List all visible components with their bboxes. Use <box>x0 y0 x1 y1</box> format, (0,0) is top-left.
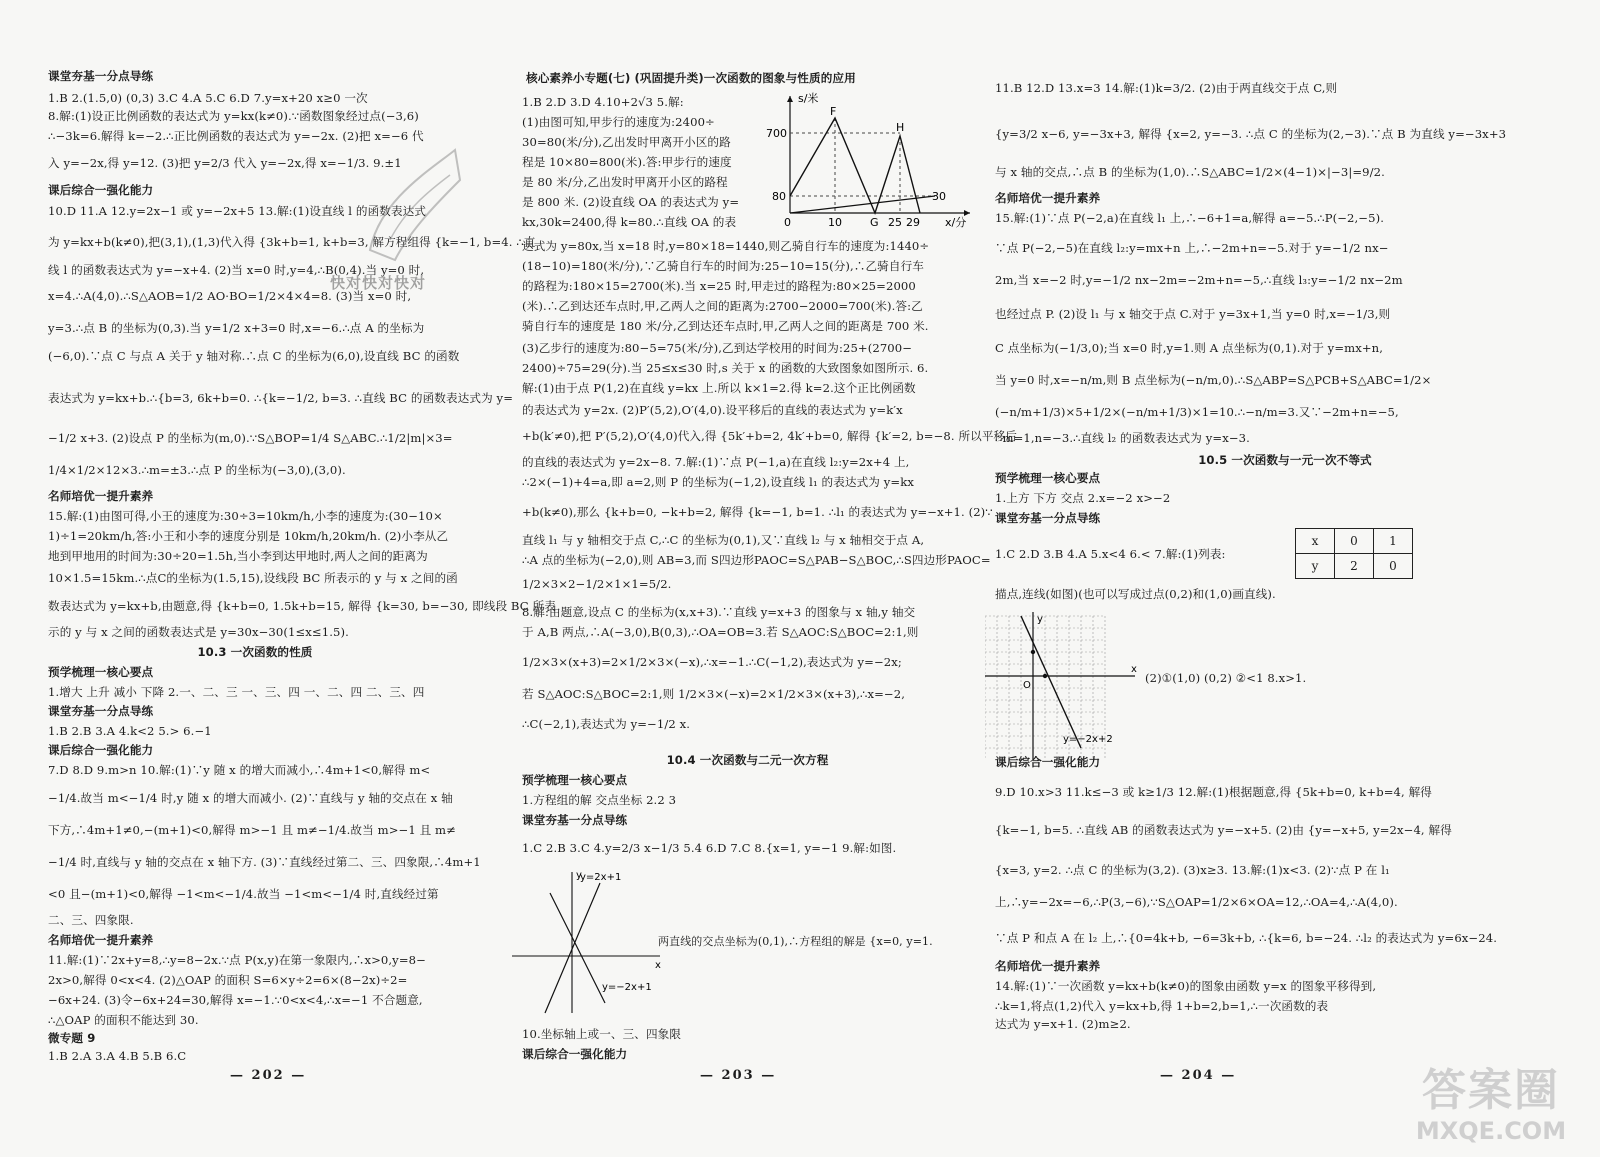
page-203 <box>510 0 1017 1157</box>
answer-line: ∴A 点的坐标为(−2,0),则 AB=3,而 S四边形PAOC=S△PAB−S△BOC,∴S四边形PAOC= <box>522 553 991 567</box>
tick-label: 30 <box>932 190 946 203</box>
answer-line: (1)由图可知,甲步行的速度为:2400÷ <box>522 115 715 129</box>
axis-label: x <box>1131 664 1137 675</box>
tick-label: 10 <box>828 216 842 228</box>
table-cell: 1 <box>1374 529 1413 554</box>
axis-label: y <box>576 870 582 881</box>
answer-line: −1/4 时,直线与 y 轴的交点在 x 轴下方. (3)∵直线经过第二、三、四象限,∴4m+1 <box>48 855 481 869</box>
section-heading: 课堂夯基一分点导练 <box>48 69 154 83</box>
answer-line: (18−10)=180(米/分),∵乙骑自行车的时间为:25−10=15(分),∴乙骑自行车 <box>522 259 924 273</box>
answer-line: 骑自行车的速度是 180 米/分,乙到达还车点时,甲,乙两人之间的距离是 700 米. <box>522 319 929 333</box>
answer-line: 入 y=−2x,得 y=12. (3)把 y=2/3 代入 y=−2x,得 x=−1/3. 9.±1 <box>48 156 402 170</box>
page-202 <box>0 0 556 1157</box>
line-y-neg2x-plus-1 <box>550 893 605 1003</box>
section-heading: 课堂夯基一分点导练 <box>522 813 628 827</box>
line-label: y=2x+1 <box>580 872 622 883</box>
answer-line: ∴2×(−1)+4=a,即 a=2,则 P 的坐标为(−1,2),设直线 l₁ 的表达式为 y=kx <box>522 475 914 489</box>
answer-line: 描点,连线(如图)(也可以写成过点(0,2)和(1,0)画直线). <box>995 587 1276 601</box>
answer-line: 与 x 轴的交点,∴点 B 的坐标为(1,0).∴S△ABC=1/2×(4−1)×|−3|=9/2. <box>995 165 1385 179</box>
answer-line: 上,∴y=−2x=−6,∴P(3,−6),∵S△OAP=1/2×6×OA=12,∴OA=4,∴A(4,0). <box>995 895 1398 909</box>
answer-line: <0 且−(m+1)<0,解得 −1<m<−1/4.故当 −1<m<−1/4 时,直线经过第 <box>48 887 439 901</box>
answer-line: 1.B 2.(1.5,0) (0,3) 3.C 4.A 5.C 6.D 7.y=x+20 x≥0 一次 <box>48 91 368 105</box>
watermark-url: MXQE.COM <box>1415 1117 1567 1145</box>
answer-line: 直线 l₁ 与 y 轴相交于点 C,∴C 的坐标为(0,1),又∵直线 l₂ 与 x 轴相交于点 A, <box>522 533 925 547</box>
tick-label: 0 <box>784 216 791 228</box>
answer-line: (−6,0).∵点 C 与点 A 关于 y 轴对称.∴点 C 的坐标为(6,0),设直线 BC 的函数 <box>48 349 460 363</box>
s-axis-label: s/米 <box>798 92 819 105</box>
answer-line: ∵点 P(−2,−5)在直线 l₂:y=mx+n 上,∴−2m+n=−5.对于 y=−1/2 nx− <box>995 241 1389 255</box>
section-heading: 名师培优一提升素养 <box>48 933 154 947</box>
answer-line: 程是 10×80=800(米).答:甲步行的速度 <box>522 155 732 169</box>
section-heading: 课后综合一强化能力 <box>48 743 154 757</box>
point-label: F <box>830 105 837 118</box>
answer-line: 10.D 11.A 12.y=2x−1 或 y=−2x+5 13.解:(1)设直线 l 的函数表达式 <box>48 204 427 218</box>
answer-line: ∴m=1,n=−3.∴直线 l₂ 的函数表达式为 y=x−3. <box>995 431 1250 445</box>
answer-line: 下方,∴4m+1≠0,−(m+1)<0,解得 m>−1 且 m≠−1/4.故当 m>−1 且 m≠ <box>48 823 456 837</box>
answer-line: 10×1.5=15km.∴点C的坐标为(1.5,15),设线段 BC 所表示的 y 与 x 之间的函 <box>48 571 458 585</box>
answer-line: 14.解:(1)∵一次函数 y=kx+b(k≠0)的图象由函数 y=x 的图象平移得到, <box>995 979 1377 993</box>
answer-line: ∴△OAP 的面积不能达到 30. <box>48 1013 199 1027</box>
answer-line: y=3.∴点 B 的坐标为(0,3).当 y=1/2 x+3=0 时,x=−6.∴点 A 的坐标为 <box>48 321 425 335</box>
answer-line: 9.D 10.x>3 11.k≤−3 或 k≥1/3 12.解:(1)根据题意,得 {5k+b=0, k+b=4, 解得 <box>995 785 1432 799</box>
section-title: 10.5 一次函数与一元一次不等式 <box>1198 453 1372 467</box>
answer-line: 线 l 的函数表达式为 y=−x+4. (2)当 x=0 时,y=4,∴B(0,4).当 y=0 时, <box>48 263 425 277</box>
answer-line: 达式为 y=80x,当 x=18 时,y=80×18=1440,则乙骑自行车的速度为:1440÷ <box>522 239 930 253</box>
answer-line: 11.B 12.D 13.x=3 14.解:(1)k=3/2. (2)由于两直线交于点 C,则 <box>995 81 1338 95</box>
answer-line: 2m,当 x=−2 时,y=−1/2 nx−2m=−2m+n=−5,∴直线 l₃:y=−1/2 nx−2m <box>995 273 1403 287</box>
answer-line: (2)①(1,0) (0,2) ②<1 8.x>1. <box>1145 671 1307 685</box>
table-cell: 2 <box>1335 554 1374 579</box>
answer-line: {x=3, y=2. ∴点 C 的坐标为(3,2). (3)x≥3. 13.解:(1)x<3. (2)∵点 P 在 l₁ <box>995 863 1390 877</box>
grid-graph <box>985 612 1145 762</box>
section-heading: 课后综合一强化能力 <box>48 183 154 197</box>
answer-line: 1.方程组的解 交点坐标 2.2 3 <box>522 793 677 807</box>
answer-line: x=4.∴A(4,0).∴S△AOB=1/2 AO·BO=1/2×4×4=8. (3)当 x=0 时, <box>48 289 412 303</box>
tick-label: G <box>870 216 879 228</box>
answer-line: 地到甲地用的时间为:30÷20=1.5h,当小李到达甲地时,两人之间的距离为 <box>48 549 428 563</box>
table-cell: y <box>1296 554 1335 579</box>
answer-line: 1.增大 上升 减小 下降 2.一、二、三 一、三、四 一、二、四 二、三、四 <box>48 685 425 699</box>
answer-line: 15.解:(1)∵点 P(−2,a)在直线 l₁ 上,∴−6+1=a,解得 a=−5.∴P(−2,−5). <box>995 211 1384 225</box>
section-title: 10.4 一次函数与二元一次方程 <box>666 753 829 767</box>
answer-line: 为 y=kx+b(k≠0),把(3,1),(1,3)代入得 {3k+b=1, k+b=3, 解方程组得 {k=−1, b=4. ∴直 <box>48 235 536 249</box>
answer-line: 示的 y 与 x 之间的函数表达式是 y=30x−30(1≤x≤1.5). <box>48 625 349 639</box>
answer-line: −1/4.故当 m<−1/4 时,y 随 x 的增大而减小. (2)∵直线与 y 轴的交点在 x 轴 <box>48 791 453 805</box>
answer-line: {y=3/2 x−6, y=−3x+3, 解得 {x=2, y=−3. ∴点 C 的坐标为(2,−3).∵点 B 为直线 y=−3x+3 <box>995 127 1507 141</box>
table-cell: 0 <box>1374 554 1413 579</box>
answer-line: (米).∴乙到达还车点时,甲,乙两人之间的距离为:2700−2000=700(米).答:乙 <box>522 299 923 313</box>
answer-line: 10.坐标轴上或一、三、四象限 <box>522 1027 682 1041</box>
answer-line: 的直线的表达式为 y=2x−8. 7.解:(1)∵点 P(−1,a)在直线 l₂:y=2x+4 上, <box>522 455 910 469</box>
answer-line: −1/2 x+3. (2)设点 P 的坐标为(m,0).∵S△BOP=1/4 S△ABC.∴1/2|m|×3= <box>48 431 453 445</box>
section-heading: 名师培优一提升素养 <box>995 959 1101 973</box>
tick-label: 25 <box>888 216 902 228</box>
line-label: y=−2x+1 <box>602 982 652 993</box>
table-cell: 0 <box>1335 529 1374 554</box>
section-heading: 微专题 9 <box>48 1031 96 1045</box>
answer-line: 于 A,B 两点,∴A(−3,0),B(0,3),∴OA=OB=3.若 S△AOC:S△BOC=2:1,则 <box>522 625 919 639</box>
answer-line: 1.上方 下方 交点 2.x=−2 x>−2 <box>995 491 1171 505</box>
axis-label: y <box>1037 614 1043 625</box>
section-heading: 课后综合一强化能力 <box>522 1047 628 1061</box>
section-heading: 课后综合一强化能力 <box>995 755 1101 769</box>
stamp-text: 快对快对快对 <box>330 274 427 292</box>
value-table <box>1295 528 1413 579</box>
section-heading: 课堂夯基一分点导练 <box>48 704 154 718</box>
point-label: H <box>896 121 905 134</box>
answer-line: 30=80(米/分),乙出发时甲离开小区的路 <box>522 135 731 149</box>
answer-line: C 点坐标为(−1/3,0);当 x=0 时,y=1.则 A 点坐标为(0,1).对于 y=mx+n, <box>995 341 1384 355</box>
two-lines-graph <box>510 868 670 1018</box>
answer-line: 11.解:(1)∵2x+y=8,∴y=8−2x.∵点 P(x,y)在第一象限内,∴x>0,y=8− <box>48 953 426 967</box>
answer-line: 2400)÷75=29(分).当 25≤x≤30 时,s 关于 x 的函数的大致图象如图所示. 6. <box>522 361 929 375</box>
answer-line: 达式为 y=x+1. (2)m≥2. <box>995 1017 1131 1031</box>
answer-line: 表达式为 y=kx+b.∴{b=3, 6k+b=0. ∴{k=−1/2, b=3. ∴直线 BC 的函数表达式为 y= <box>48 391 514 405</box>
answer-line: 1.B 2.A 3.A 4.B 5.B 6.C <box>48 1049 187 1063</box>
page-number: — 204 — <box>1160 1068 1237 1083</box>
distance-time-graph <box>760 88 980 228</box>
answer-line: ∴k=1,将点(1,2)代入 y=kx+b,得 1+b=2,b=1,∴一次函数的表 <box>995 999 1329 1013</box>
point-marker <box>1043 674 1047 678</box>
answer-line: 的路程为:180×15=2700(米).当 x=25 时,甲走过的路程为:80×25=2000 <box>522 279 916 293</box>
answer-line: 2x>0,解得 0<x<4. (2)△OAP 的面积 S=6×y÷2=6×(8−2x)÷2= <box>48 973 408 987</box>
answer-line: 8.解:(1)设正比例函数的表达式为 y=kx(k≠0).∵函数图象经过点(−3,6) <box>48 109 419 123</box>
answer-line: 1/2×3×(x+3)=2×1/2×3×(−x),∴x=−1.∴C(−1,2),表达式为 y=−2x; <box>522 655 902 669</box>
answer-line: 1/4×1/2×12×3.∴m=±3.∴点 P 的坐标为(−3,0),(3,0). <box>48 463 346 477</box>
answer-line: (−n/m+1/3)×5+1/2×(−n/m+1/3)×1=10.∴−n/m=3.又∵−2m+n=−5, <box>995 405 1399 419</box>
answer-line: 二、三、四象限. <box>48 913 134 927</box>
watermark-logo: 答案圈 <box>1422 1065 1560 1116</box>
section-heading: 名师培优一提升素养 <box>48 489 154 503</box>
answer-line: 8.解:由题意,设点 C 的坐标为(x,x+3).∵直线 y=x+3 的图象与 x 轴,y 轴交 <box>522 605 916 619</box>
page-204 <box>985 0 1600 1157</box>
table-row <box>1296 554 1413 579</box>
answer-line: 15.解:(1)由图可得,小王的速度为:30÷3=10km/h,小李的速度为:(30−10× <box>48 509 443 523</box>
answer-line: 是 800 米. (2)设直线 OA 的表达式为 y= <box>522 195 740 209</box>
section-heading: 名师培优一提升素养 <box>995 191 1101 205</box>
answer-line: 解:(1)由于点 P(1,2)在直线 y=kx 上.所以 k×1=2.得 k=2.这个正比例函数 <box>522 381 916 395</box>
page-number: — 203 — <box>700 1068 777 1083</box>
answer-line: 1/2×3×2−1/2×1×1=5/2. <box>522 577 672 591</box>
answer-line: 的表达式为 y=2x. (2)P′(5,2),O′(4,0).设平移后的直线的表达式为 y=k′x <box>522 403 903 417</box>
stamp-ribbon-icon <box>350 140 470 270</box>
line-label: y=−2x+2 <box>1063 734 1113 745</box>
answer-line: 1.C 2.D 3.B 4.A 5.x<4 6.< 7.解:(1)列表: <box>995 547 1226 561</box>
section-title: 10.3 一次函数的性质 <box>197 645 313 659</box>
answer-line: 1.B 2.B 3.A 4.k<2 5.> 6.−1 <box>48 724 212 738</box>
answer-line: kx,30k=2400,得 k=80.∴直线 OA 的表 <box>522 215 737 229</box>
table-cell: x <box>1296 529 1335 554</box>
tick-label: 80 <box>772 190 786 203</box>
answer-line: 1.C 2.B 3.C 4.y=2/3 x−1/3 5.4 6.D 7.C 8.{x=1, y=−1 9.解:如图. <box>522 841 897 855</box>
y-axis-arrow-icon <box>787 96 793 102</box>
answer-line: 当 y=0 时,x=−n/m,则 B 点坐标为(−n/m,0).∴S△ABP=S△PCB+S△ABC=1/2× <box>995 373 1432 387</box>
answer-line: +b(k≠0),那么 {k+b=0, −k+b=2, 解得 {k=−1, b=1. ∴l₁ 的表达式为 y=−x+1. (2)∵ <box>522 505 993 519</box>
answer-line: ∵点 P 和点 A 在 l₂ 上,∴{0=4k+b, −6=3k+b, ∴{k=6, b=−24. ∴l₂ 的表达式为 y=6x−24. <box>995 931 1497 945</box>
x-axis-label: x/分 <box>945 216 967 228</box>
section-heading: 核心素养小专题(七) (巩固提升类)一次函数的图象与性质的应用 <box>526 71 856 85</box>
watermark <box>1396 1065 1586 1151</box>
answer-line: 若 S△AOC:S△BOC=2:1,则 1/2×3×(−x)=2×1/2×3×(x+3),∴x=−2, <box>522 687 905 701</box>
answer-line: +b(k′≠0),把 P′(5,2),O′(4,0)代入,得 {5k′+b=2, 4k′+b=0, 解得 {k′=2, b=−8. 所以平移后 <box>522 429 1017 443</box>
section-heading: 预学梳理一核心要点 <box>48 665 154 679</box>
section-heading: 预学梳理一核心要点 <box>995 471 1101 485</box>
tick-label: 700 <box>766 127 787 140</box>
section-heading: 课堂夯基一分点导练 <box>995 511 1101 525</box>
section-heading: 预学梳理一核心要点 <box>522 773 628 787</box>
graph-note: 两直线的交点坐标为(0,1),∴方程组的解是 {x=0, y=1. <box>658 935 933 948</box>
axis-label: x <box>655 960 661 971</box>
answer-line: 1)÷1=20km/h,答:小王和小李的速度分别是 10km/h,20km/h. (2)小李从乙 <box>48 529 449 543</box>
answer-line: 数表达式为 y=kx+b,由题意,得 {k+b=0, 1.5k+b=15, 解得 {k=30, b=−30, 即线段 BC 所表 <box>48 599 556 613</box>
answer-line: (3)乙步行的速度为:80−5=75(米/分),乙到达学校用的时间为:25+(2700− <box>522 341 913 355</box>
answer-line: {k=−1, b=5. ∴直线 AB 的函数表达式为 y=−x+5. (2)由 {y=−x+5, y=2x−4, 解得 <box>995 823 1452 837</box>
origin-label: O <box>1023 680 1031 691</box>
answer-line: 1.B 2.D 3.D 4.10+2√3 5.解: <box>522 95 684 109</box>
answer-line: ∴−3k=6.解得 k=−2.∴正比例函数的表达式为 y=−2x. (2)把 x=−6 代 <box>48 129 424 143</box>
answer-line: 是 80 米/分,乙出发时甲离开小区的路程 <box>522 175 728 189</box>
walk-line <box>790 196 935 213</box>
page-number: — 202 — <box>230 1068 307 1083</box>
table-row <box>1296 529 1413 554</box>
point-marker <box>1031 650 1035 654</box>
answer-line: ∴C(−2,1),表达式为 y=−1/2 x. <box>522 717 691 731</box>
answer-line: 也经过点 P. (2)设 l₁ 与 x 轴交于点 C.对于 y=3x+1,当 y=0 时,x=−1/3,则 <box>995 307 1391 321</box>
answer-line: 7.D 8.D 9.m>n 10.解:(1)∵y 随 x 的增大而减小,∴4m+1<0,解得 m< <box>48 763 431 777</box>
answer-line: −6x+24. (3)令−6x+24=30,解得 x=−1.∵0<x<4,∴x=−1 不合题意, <box>48 993 423 1007</box>
tick-label: 29 <box>906 216 920 228</box>
